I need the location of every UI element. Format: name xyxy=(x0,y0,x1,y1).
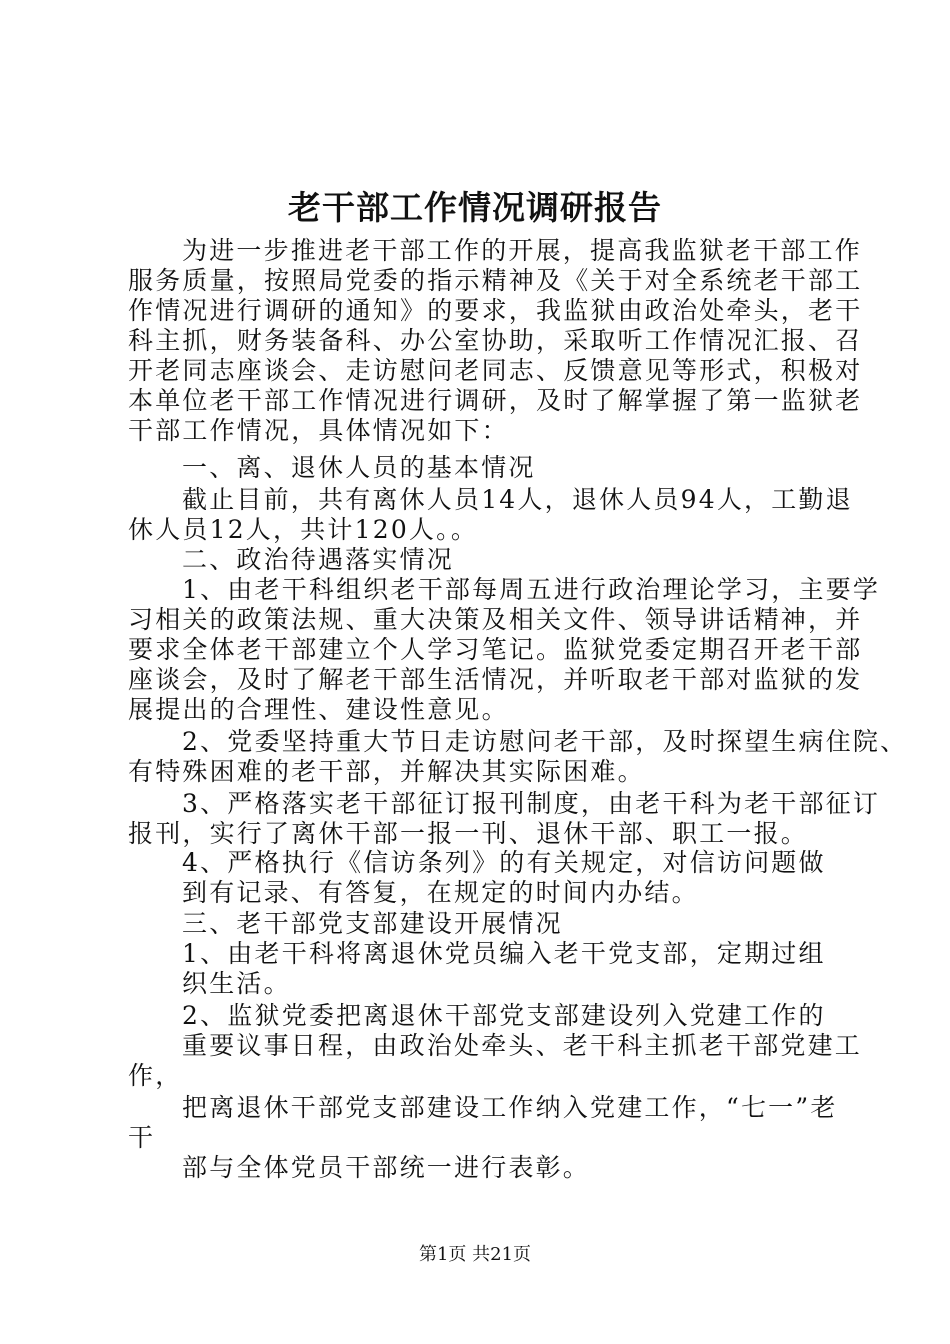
body-line: 开老同志座谈会、走访慰问老同志、反馈意见等形式，积极对 xyxy=(128,356,863,385)
body-line: 把离退休干部党支部建设工作纳入党建工作，“七一”老 xyxy=(182,1093,838,1122)
page-footer: 第1页 共21页 xyxy=(418,1244,532,1265)
body-line: 3、严格落实老干部征订报刊制度，由老干科为老干部征订 xyxy=(182,789,881,818)
section-heading: 三、老干部党支部建设开展情况 xyxy=(182,909,563,938)
body-line: 休人员12人，共计120人。。 xyxy=(128,515,479,544)
body-line: 1、由老干科组织老干部每周五进行政治理论学习，主要学 xyxy=(182,575,881,604)
body-line: 有特殊困难的老干部，并解决其实际困难。 xyxy=(128,757,645,786)
body-line: 织生活。 xyxy=(182,969,291,998)
body-line: 到有记录、有答复，在规定的时间内办结。 xyxy=(182,878,699,907)
body-line: 2、党委坚持重大节日走访慰问老干部，及时探望生病住院、 xyxy=(182,727,908,756)
body-line: 部与全体党员干部统一进行表彰。 xyxy=(182,1153,591,1182)
body-line: 要求全体老干部建立个人学习笔记。监狱党委定期召开老干部 xyxy=(128,635,863,664)
body-line: 4、严格执行《信访条列》的有关规定，对信访问题做 xyxy=(182,848,826,877)
body-line: 为进一步推进老干部工作的开展，提高我监狱老干部工作 xyxy=(182,236,863,265)
body-line: 干部工作情况，具体情况如下： xyxy=(128,416,509,445)
body-line: 本单位老干部工作情况进行调研，及时了解掌握了第一监狱老 xyxy=(128,386,863,415)
body-line: 1、由老干科将离退休党员编入老干党支部，定期过组 xyxy=(182,939,826,968)
body-line: 服务质量，按照局党委的指示精神及《关于对全系统老干部工 xyxy=(128,266,863,295)
document-title: 老干部工作情况调研报告 xyxy=(288,188,662,227)
body-line: 截止目前，共有离休人员14人，退休人员94人，工勤退 xyxy=(182,485,853,514)
body-line: 座谈会，及时了解老干部生活情况，并听取老干部对监狱的发 xyxy=(128,665,863,694)
body-line: 科主抓，财务装备科、办公室协助，采取听工作情况汇报、召 xyxy=(128,326,863,355)
section-heading: 一、离、退休人员的基本情况 xyxy=(182,453,536,482)
body-line: 干 xyxy=(128,1123,156,1152)
body-line: 展提出的合理性、建设性意见。 xyxy=(128,695,509,724)
body-line: 作， xyxy=(128,1061,183,1090)
body-line: 习相关的政策法规、重大决策及相关文件、领导讲话精神，并 xyxy=(128,605,863,634)
body-line: 重要议事日程，由政治处牵头、老干科主抓老干部党建工 xyxy=(182,1031,863,1060)
body-line: 作情况进行调研的通知》的要求，我监狱由政治处牵头，老干 xyxy=(128,296,863,325)
body-line: 报刊，实行了离休干部一报一刊、退休干部、职工一报。 xyxy=(128,819,809,848)
body-line: 2、监狱党委把离退休干部党支部建设列入党建工作的 xyxy=(182,1001,826,1030)
section-heading: 二、政治待遇落实情况 xyxy=(182,545,455,574)
